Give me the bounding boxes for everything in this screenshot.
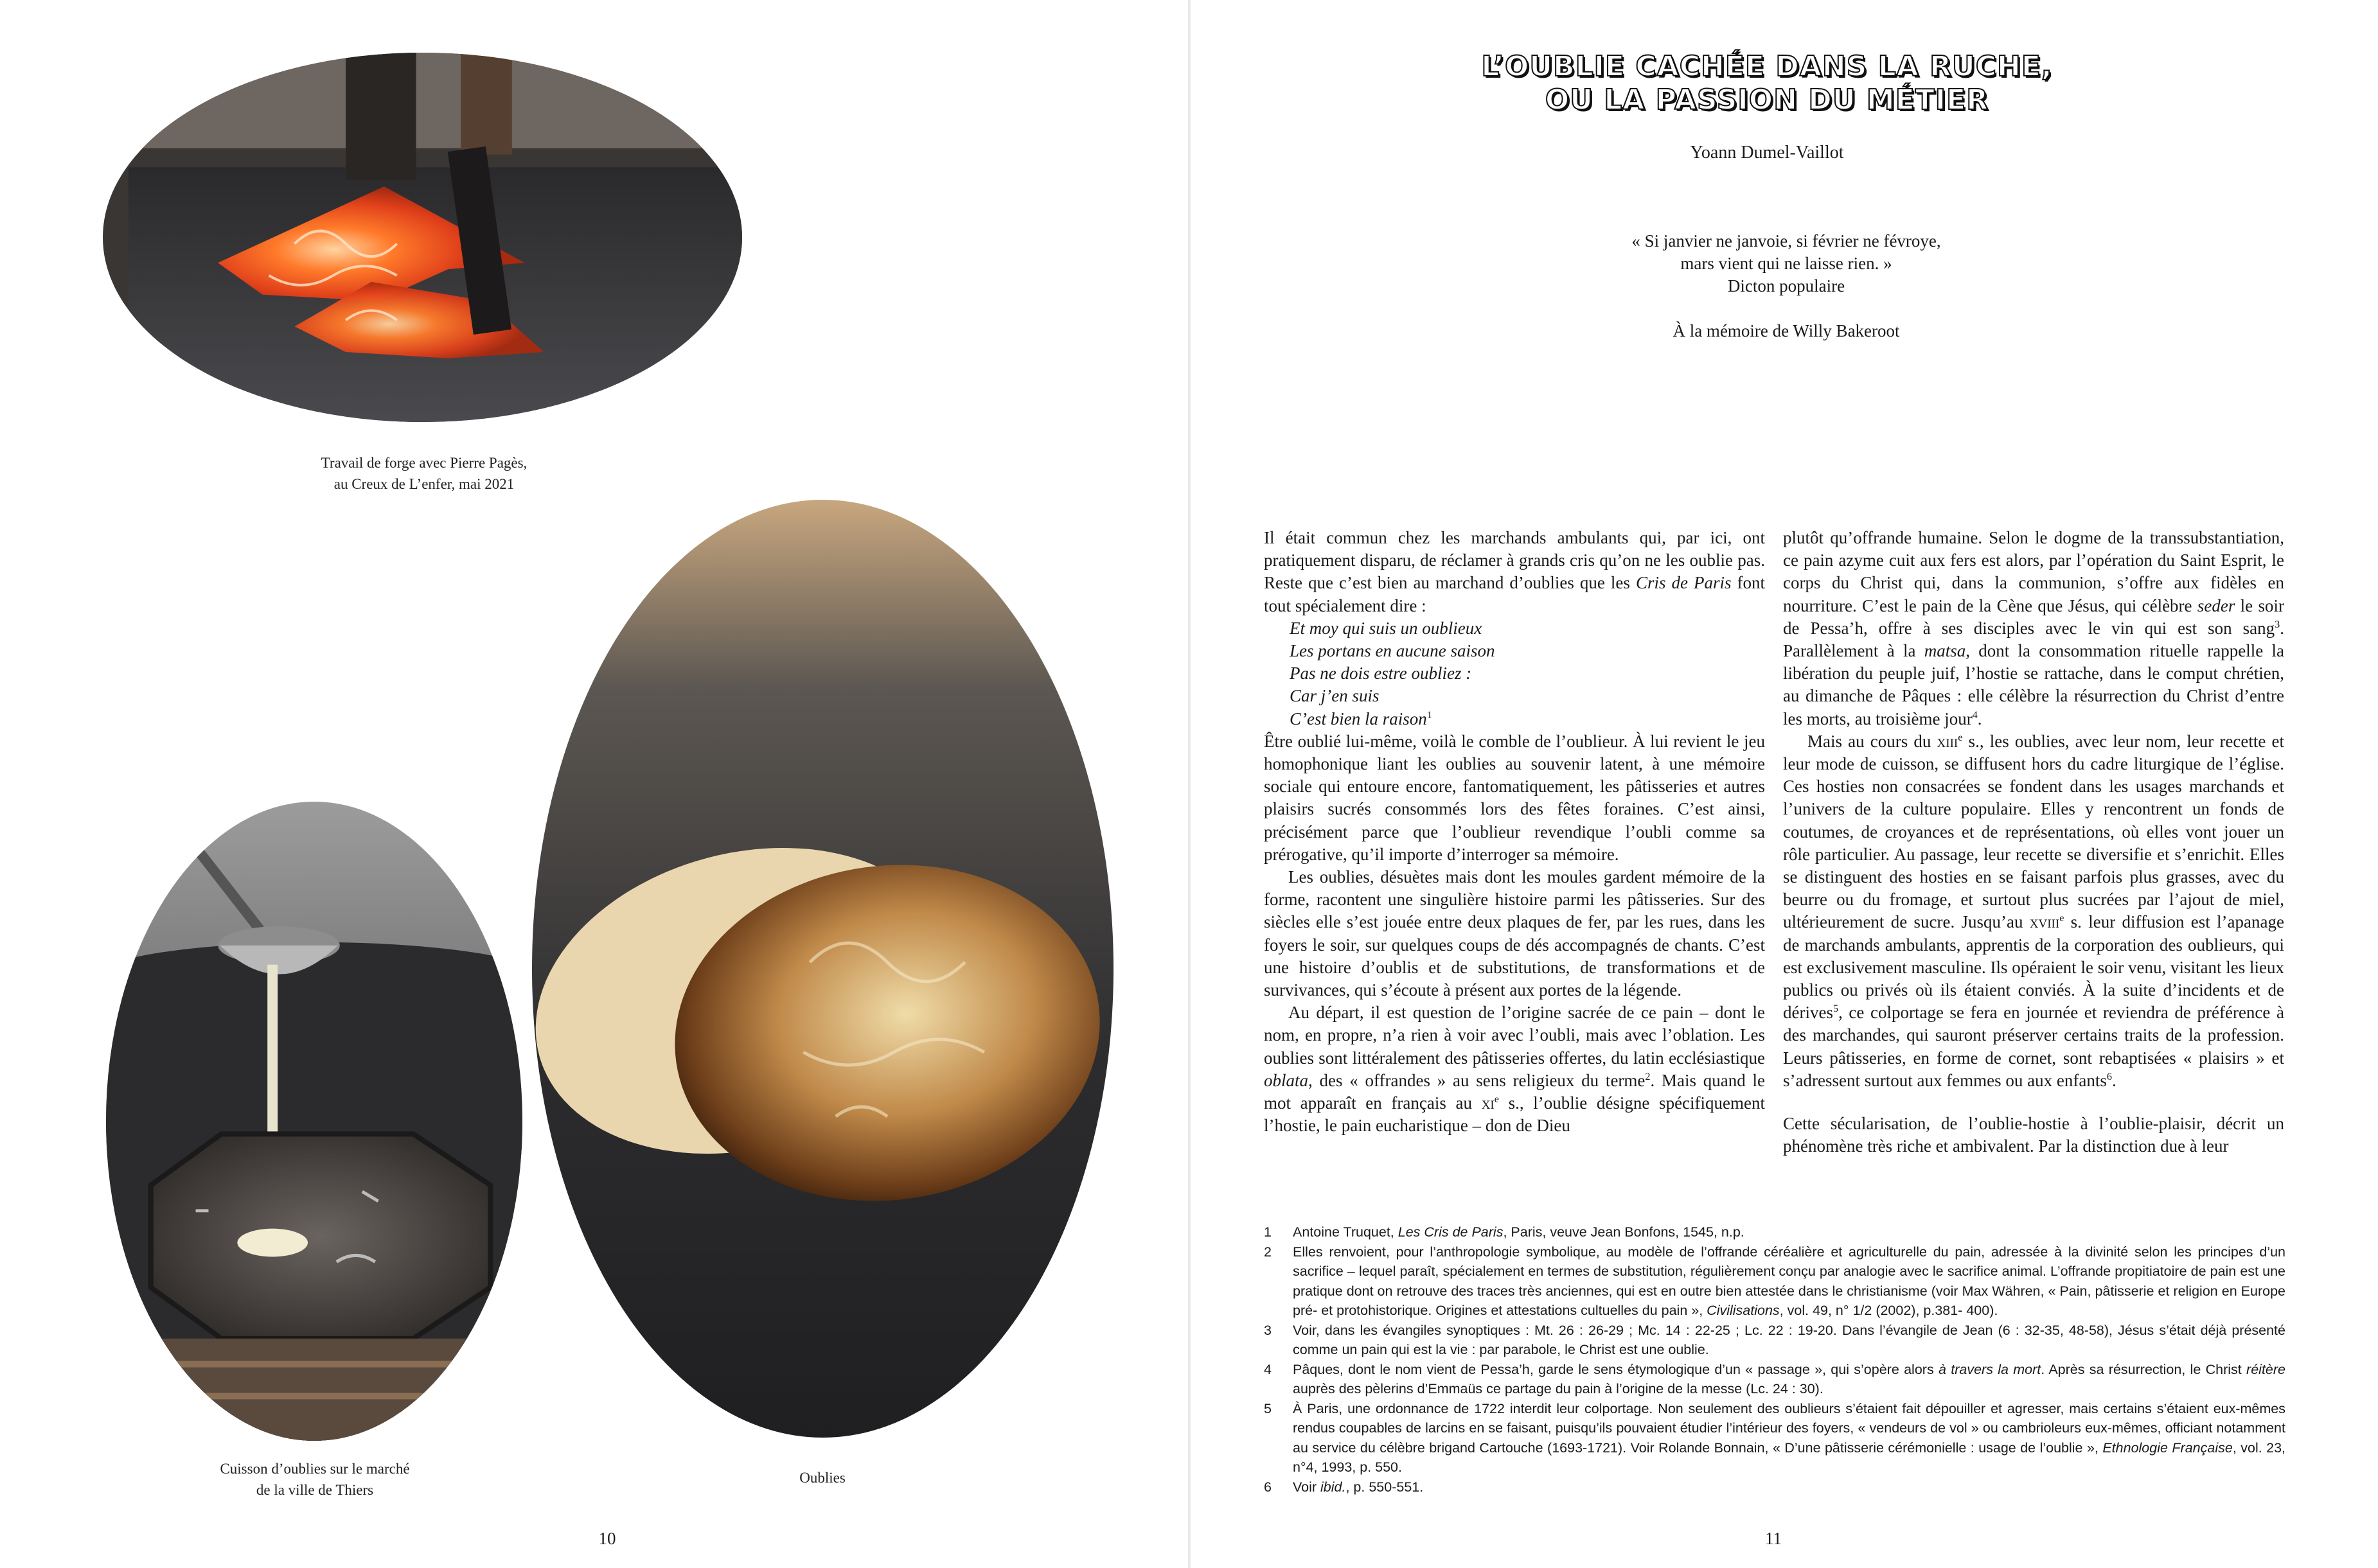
footnote-ref[interactable]: 3 — [2275, 618, 2280, 630]
paragraph: Au départ, il est question de l’origine sacrée de ce pain – dont le nom, en propre, n’a rien à voir avec l’oubli, mais avec l’oblation. Les oublies sont littéralement des pâtisseries offertes, du latin ecclésiastique oblata, des « offrandes » au sens religieux du terme$^2$. Mais quand le mot apparaît en français au $xi^e$ s., l’oublie désigne spécifiquement l’hostie, le pain eucharistique – don de Dieu — [1264, 1003, 1766, 1136]
epigraph-source: Dicton populaire — [1727, 276, 1845, 295]
article-title — [1426, 50, 2107, 117]
epigraph-line2: mars vient qui ne laisse rien. » — [1680, 254, 1892, 273]
cooking-caption — [173, 1458, 456, 1501]
epigraph-line1: « Si janvier ne janvoie, si février ne févroye, — [1631, 231, 1941, 251]
oublies-photo — [532, 500, 1114, 1438]
article-title-line1: L’OUBLIE CACHÉE DANS LA RUCHE, — [1481, 50, 2053, 83]
footnote-ref[interactable]: 4 — [1972, 709, 1978, 721]
paragraph: Être oublié lui-même, voilà le comble de l’oublieur. À lui revient le jeu homophonique liant les oublies au souvenir latent, à une mémoire sociale qui entoure encore, fantomatiquement, les pâtisseries et autres plaisirs sucrés consommés lors des fêtes foraines. C’est ainsi, précisément parce que l’oublieur revendique l’oubli comme sa prérogative, qu’il importe d’interroger sa mémoire. — [1264, 731, 1765, 864]
forge-caption-line2: au Creux de L’enfer, mai 2021 — [333, 476, 515, 492]
cooking-caption-line2: de la ville de Thiers — [256, 1482, 374, 1498]
footnote-2: 2 Elles renvoient, pour l’anthropologie symbolique, au modèle de l’offrande céréalière et agriculturelle du pain, adressée à la divinité selon les principes d’un sacrifice – lequel paraît, spécialement en termes de substitution, régulièrement conçu par analogie avec le sacrifice animal. L’offrande propitiatoire de pain est une pratique dont on retrouve des traces très anciennes, qui est en outre bien attestée dans le christianisme (voir Max Währen, « Pain, pâtisserie et religion en Europe pré- et protohistorique. Origines et attestations cultuelles du pain », Civilisations, vol. 49, n° 1/2 (2002), p.381- 400). — [1264, 1244, 2285, 1318]
page-number-right: 11 — [1765, 1529, 1782, 1548]
footnote-ref[interactable]: 5 — [1832, 1003, 1839, 1015]
footnote-ref[interactable]: 6 — [2106, 1070, 2112, 1082]
paragraph: Les oublies, désuètes mais dont les moules gardent mémoire de la forme, racontent une singulière histoire parmi les pâtisseries. Sur des siècles elle s’est jouée entre deux plaques de fer, par les rues, dans les foyers le soir, sur quelques coups de dés accompagnés de chants. C’est une histoire d’oublis et de substitutions, de transformations et de survivances, qui s’écoute à présent aux portes de la légende. — [1264, 867, 1765, 1000]
footnote-5: 5 À Paris, une ordonnance de 1722 interdit leur colportage. Non seulement des oublieurs s’étaient fait dépouiller et agresser, mais certains s’étaient eux-mêmes rendus coupables de larcins en se faisant, puisqu’ils pouvaient étudier l’intérieur des foyers, « vendeurs de vol » ou cambrioleurs eux-mêmes, officiant notamment au service du célèbre brigand Cartouche (1693-1721). Voir Rolande Bonnain, « D’une pâtisserie cérémonielle : usage de l’oublie », Ethnologie Française, vol. 23, n°4, 1993, p. 550. — [1264, 1400, 2286, 1475]
paragraph: Mais au cours du xiii$^e$ s., les oublies, avec leur nom, leur recette et leur mode de cuisson, se diffusent hors du cadre liturgique de l’église. Ces hosties non consacrées se fondent dans les usages marchands et l’univers de la culture populaire. Elles y rencontrent un fonds de coutumes, de croyances et de représentations, où elles vont jouer un rôle particulier. Au passage, leur recette se diversifie et s’enrichit. Elles se distinguent des hosties en se faisant parfois plus grasses, avec du beurre ou du fromage, et surtout plus sucrées par l’ajout de miel, ultérieurement de sucre. Jusqu’au xviii$^e$ s. leur diffusion est l’apanage de marchands ambulants, apprentis de la corporation des oublieurs, qui est exclusivement masculine. Ils opéraient le soir venu, visitant les lieux publics ou privés où ils étaient conviés. À la suite d’incidents et de dérives$^5$, ce colportage se fera en journée et reviendra de préférence à des marchandes, qui sauront préserver certains traits de la profession. Leurs pâtisseries, en forme de cornet, sont rebaptisées « plaisirs » et s’adressent surtout aux femmes ou aux enfants$^6$. — [1783, 731, 2284, 1090]
paragraph: Cette sécularisation, de l’oublie-hostie à l’oublie-plaisir, décrit un phénomène très riche et ambivalent. Par la distinction due à leur — [1783, 1114, 2284, 1156]
footnote-4: 4 Pâques, dont le nom vient de Pessa’h, garde le sens étymologique d’un « passage », qui s’opère alors à travers la mort. Après sa résurrection, le Christ réitère auprès des pèlerins d’Emmaüs ce partage du pain à l’origine de la messe (Lc. 24 : 30). — [1264, 1361, 2285, 1396]
dedication: À la mémoire de Willy Bakeroot — [1673, 321, 1900, 340]
verse-line: Car j’en suis — [1290, 686, 1380, 706]
page-number-left: 10 — [598, 1529, 616, 1548]
verse-line: C’est bien la raison$^1$ — [1290, 709, 1432, 728]
paragraph: Il était commun chez les marchands ambulants qui, par ici, ont pratiquement disparu, de réclamer à grands cris qu’on ne les oublie pas. Reste que c’est bien au marchand d’oublies que les Cris de Paris font tout spécialement dire : — [1264, 528, 1765, 615]
footnote-1: 1 Antoine Truquet, Les Cris de Paris, Paris, veuve Jean Bonfons, 1545, n.p. — [1264, 1224, 1744, 1240]
forge-caption-line1: Travail de forge avec Pierre Pagès, — [321, 455, 528, 471]
article-title-line2: OU LA PASSION DU MÉTIER — [1545, 84, 1989, 116]
forge-caption — [270, 452, 578, 495]
verse-quote — [1264, 617, 1765, 730]
text-column-1 — [1264, 527, 1765, 1137]
author-name: Yoann Dumel-Vaillot — [1690, 143, 1844, 163]
footnote-ref[interactable]: 2 — [1645, 1070, 1651, 1082]
cooking-caption-line1: Cuisson d’oublies sur le marché — [220, 1461, 410, 1477]
verse-line: Les portans en aucune saison — [1290, 641, 1495, 661]
verse-line: Pas ne dois estre oubliez : — [1290, 664, 1472, 683]
forge-photo — [103, 53, 742, 422]
footnote-6: 6 Voir ibid., p. 550-551. — [1264, 1479, 1424, 1495]
oublies-caption — [758, 1467, 887, 1488]
footnote-3: 3 Voir, dans les évangiles synoptiques : Mt. 26 : 26-29 ; Mc. 14 : 22-25 ; Lc. 22 : 19-20. Dans l’évangile de Jean (6 : 32-35, 48-58), Jésus s’était déjà présenté comme un pain qui est la vie : par parabole, le Christ est une oublie. — [1264, 1322, 2285, 1357]
text-column-2 — [1783, 527, 2284, 1158]
epigraph — [1510, 230, 2063, 297]
oublies-caption-text: Oublies — [799, 1470, 846, 1486]
paragraph: plutôt qu’offrande humaine. Selon le dogme de la transsubstantiation, ce pain azyme cuit aux fers est alors, par l’opération du Saint Esprit, le corps du Christ qui, dans la communion, s’offre aux fidèles en nourriture. C’est le pain de la Cène que Jésus, qui célèbre seder le soir de Pessa’h, offre à ses disciples avec le vin qui est son sang$^3$. Parallèlement à la matsa, dont la consommation rituelle rappelle la libération du peuple juif, l’hostie se rattache, dans le comput chrétien, au dimanche de Pâques : elle célèbre la résurrection du Christ d’entre les morts, au troisième jour$^4$. — [1783, 528, 2284, 728]
cooking-photo — [106, 802, 522, 1441]
verse-line: Et moy qui suis un oublieux — [1290, 618, 1482, 638]
footnotes — [1264, 1222, 2285, 1497]
footnote-ref[interactable]: 1 — [1426, 709, 1432, 721]
